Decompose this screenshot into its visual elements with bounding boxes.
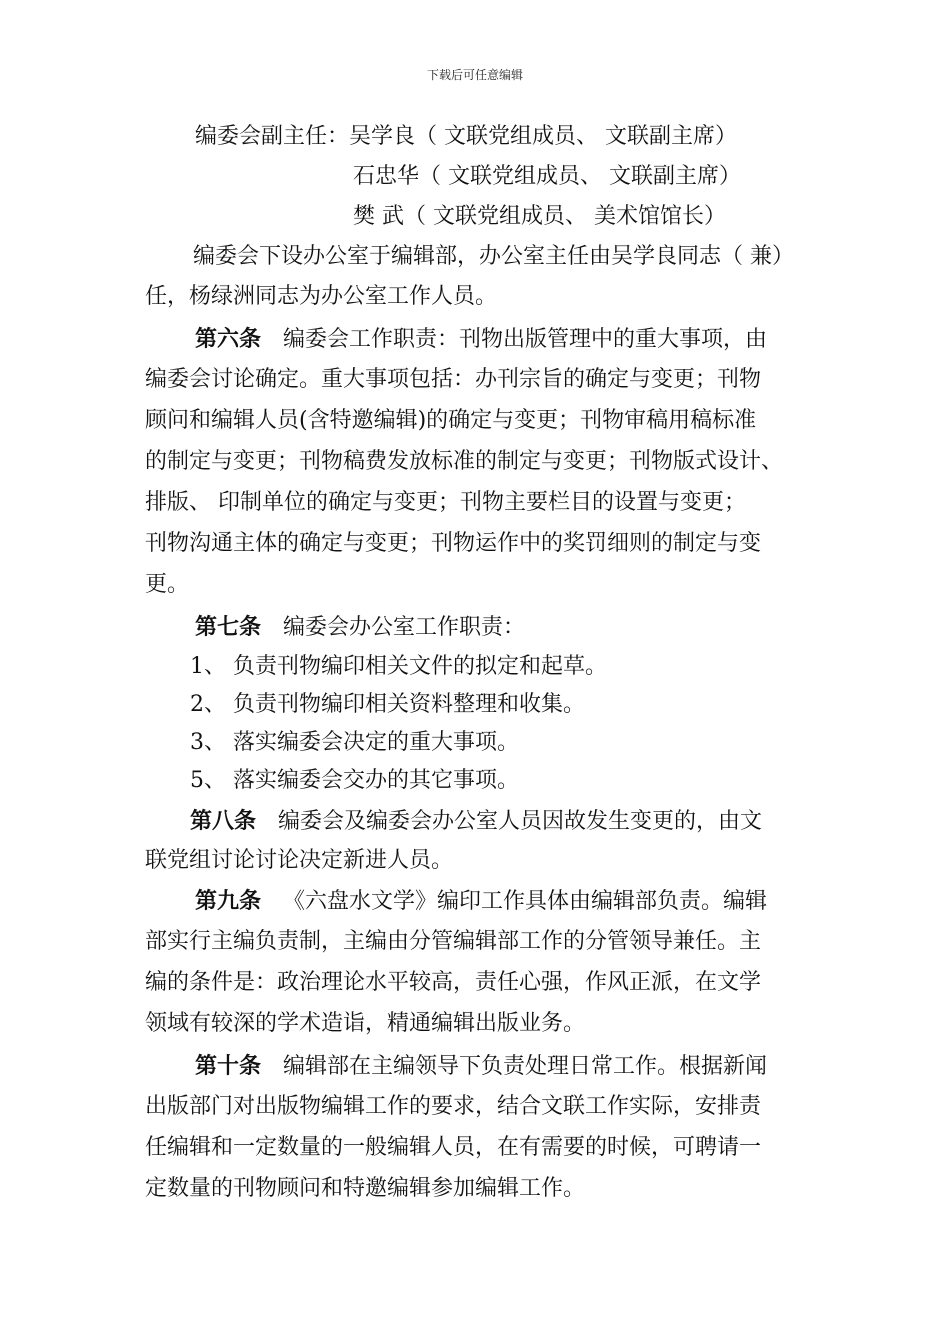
- paragraph-line: 任，杨绿洲同志为办公室工作人员。: [145, 284, 498, 309]
- paragraph-line: 刊物沟通主体的确定与变更；刊物运作中的奖罚细则的制定与变: [145, 531, 762, 556]
- article-six: [195, 325, 767, 354]
- list-item: 5、 落实编委会交办的其它事项。: [190, 768, 519, 793]
- article-heading: 第八条: [190, 808, 257, 834]
- paragraph-line: 的制定与变更；刊物稿费发放标准的制定与变更；刊物版式设计、: [145, 449, 784, 474]
- paragraph-line: 编委会讨论确定。重大事项包括：办刊宗旨的确定与变更；刊物: [145, 367, 762, 392]
- article-text: 《六盘水文学》编印工作具体由编辑部负责。编辑: [283, 889, 768, 914]
- paragraph-line: 更。: [145, 572, 190, 597]
- article-ten: [195, 1052, 767, 1081]
- paragraph-line: 编委会下设办公室于编辑部，办公室主任由吴学良同志（ 兼）: [193, 244, 794, 269]
- paragraph-line: 出版部门对出版物编辑工作的要求，结合文联工作实际，安排责: [145, 1094, 762, 1119]
- paragraph-line: 排版、 印制单位的确定与变更；刊物主要栏目的设置与变更；: [145, 490, 746, 515]
- paragraph-line: 联党组讨论讨论决定新进人员。: [145, 848, 454, 873]
- paragraph-line: 顾问和编辑人员(含特邀编辑)的确定与变更；刊物审稿用稿标准: [145, 408, 757, 433]
- paragraph-line: 任编辑和一定数量的一般编辑人员，在有需要的时候，可聘请一: [145, 1135, 762, 1160]
- article-nine: [195, 887, 767, 916]
- paragraph-line: 编的条件是：政治理论水平较高，责任心强，作风正派，在文学: [145, 970, 762, 995]
- list-item: 1、 负责刊物编印相关文件的拟定和起草。: [190, 654, 607, 679]
- article-text: 编委会及编委会办公室人员因故发生变更的，由文: [278, 809, 763, 834]
- list-item: 2、 负责刊物编印相关资料整理和收集。: [190, 692, 585, 717]
- vice-director-line: 樊 武（ 文联党组成员、 美术馆馆长）: [353, 204, 726, 229]
- article-heading: 第七条: [195, 614, 262, 640]
- paragraph-line: 定数量的刊物顾问和特邀编辑参加编辑工作。: [145, 1176, 586, 1201]
- paragraph-line: 部实行主编负责制，主编由分管编辑部工作的分管领导兼任。主: [145, 929, 762, 954]
- article-text: 编委会办公室工作职责：: [283, 615, 526, 640]
- page-header: 下载后可任意编辑: [426, 68, 523, 82]
- list-item: 3、 落实编委会决定的重大事项。: [190, 730, 519, 755]
- article-heading: 第十条: [195, 1053, 262, 1079]
- article-seven: [195, 613, 525, 642]
- paragraph-line: 领域有较深的学术造诣，精通编辑出版业务。: [145, 1011, 586, 1036]
- vice-director-line: 石忠华（ 文联党组成员、 文联副主席）: [353, 164, 741, 189]
- article-text: 编委会工作职责：刊物出版管理中的重大事项，由: [283, 327, 768, 352]
- article-eight: [190, 807, 762, 836]
- article-heading: 第九条: [195, 888, 262, 914]
- vice-director-line: 编委会副主任：吴学良（ 文联党组成员、 文联副主席）: [195, 124, 737, 149]
- article-text: 编辑部在主编领导下负责处理日常工作。根据新闻: [283, 1054, 768, 1079]
- article-heading: 第六条: [195, 326, 262, 352]
